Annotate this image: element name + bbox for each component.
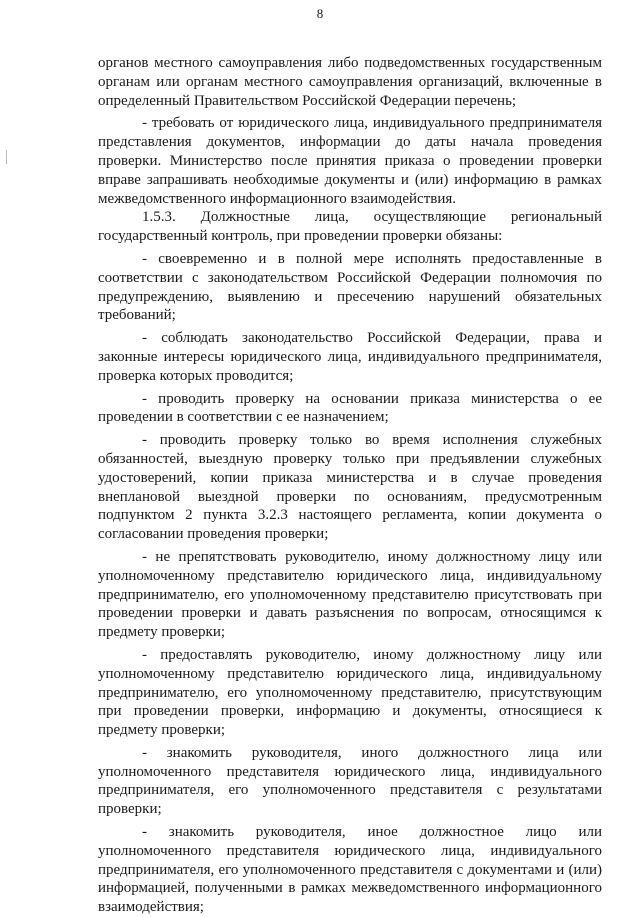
- list-item: - своевременно и в полной мере исполнять предоставленные в соответствии с законодательством Российской Федерации полномочия по предупреждению, выявлению и пресечению нарушений обязательных требований;: [98, 250, 602, 324]
- document-body: [98, 54, 602, 917]
- list-item: - проводить проверку на основании приказа министерства о ее проведении в соответствии с ее назначением;: [98, 390, 602, 426]
- paragraph: - требовать от юридического лица, индивидуального предпринимателя представления документов, информации до даты начала проведения проверки. Министерство после принятия приказа о проведении проверки вправе запрашивать необходимые документы и (или) информацию в рамках межведомственного информационного взаимодействия.: [98, 115, 602, 207]
- list-item: - знакомить руководителя, иного должностного лица или уполномоченного представителя юридического лица, индивидуального предпринимателя, его уполномоченного представителя с результатами проверки;: [98, 744, 602, 818]
- list-item: - не препятствовать руководителю, иному должностному лицу или уполномоченному представителю юридического лица, индивидуальному предпринимателю, его уполномоченному представителю присутствовать при проведении проверки и давать разъяснения по вопросам, относящимся к предмету проверки;: [98, 548, 602, 641]
- list-item: - предоставлять руководителю, иному должностному лицу или уполномоченному представителю юридического лица, индивидуальному предпринимателю, его уполномоченному представителю, присутствующим при проведении проверки, информацию и документы, относящиеся к предмету проверки;: [98, 646, 602, 739]
- list-item: - проводить проверку только во время исполнения служебных обязанностей, выездную проверку только при предъявлении служебных удостоверений, копии приказа министерства и в случае проведения внеплановой выездной проверки по основаниям, предусмотренным подпунктом 2 пункта 3.2.3 настоящего регламента, копии документа о согласовании проведения проверки;: [98, 432, 602, 543]
- list-item: - соблюдать законодательство Российской Федерации, права и законные интересы юридического лица, индивидуального предпринимателя, проверка которых проводится;: [98, 330, 602, 384]
- paragraph: органов местного самоуправления либо подведомственных государственным органам или органам местного самоуправления организаций, включенные в определенный Правительством Российской Федерации перечень;: [98, 55, 602, 109]
- section-heading-paragraph: 1.5.3. Должностные лица, осуществляющие региональный государственный контроль, при проведении проверки обязаны:: [98, 209, 602, 245]
- scan-margin-mark: [6, 150, 7, 164]
- page-number: 8: [316, 6, 324, 21]
- list-item: - знакомить руководителя, иное должностное лицо или уполномоченного представителя юридического лица, индивидуального предпринимателя, его уполномоченного представителя с документами и (или) информацией, полученными в рамках межведомственного информационного взаимодействия;: [98, 824, 602, 916]
